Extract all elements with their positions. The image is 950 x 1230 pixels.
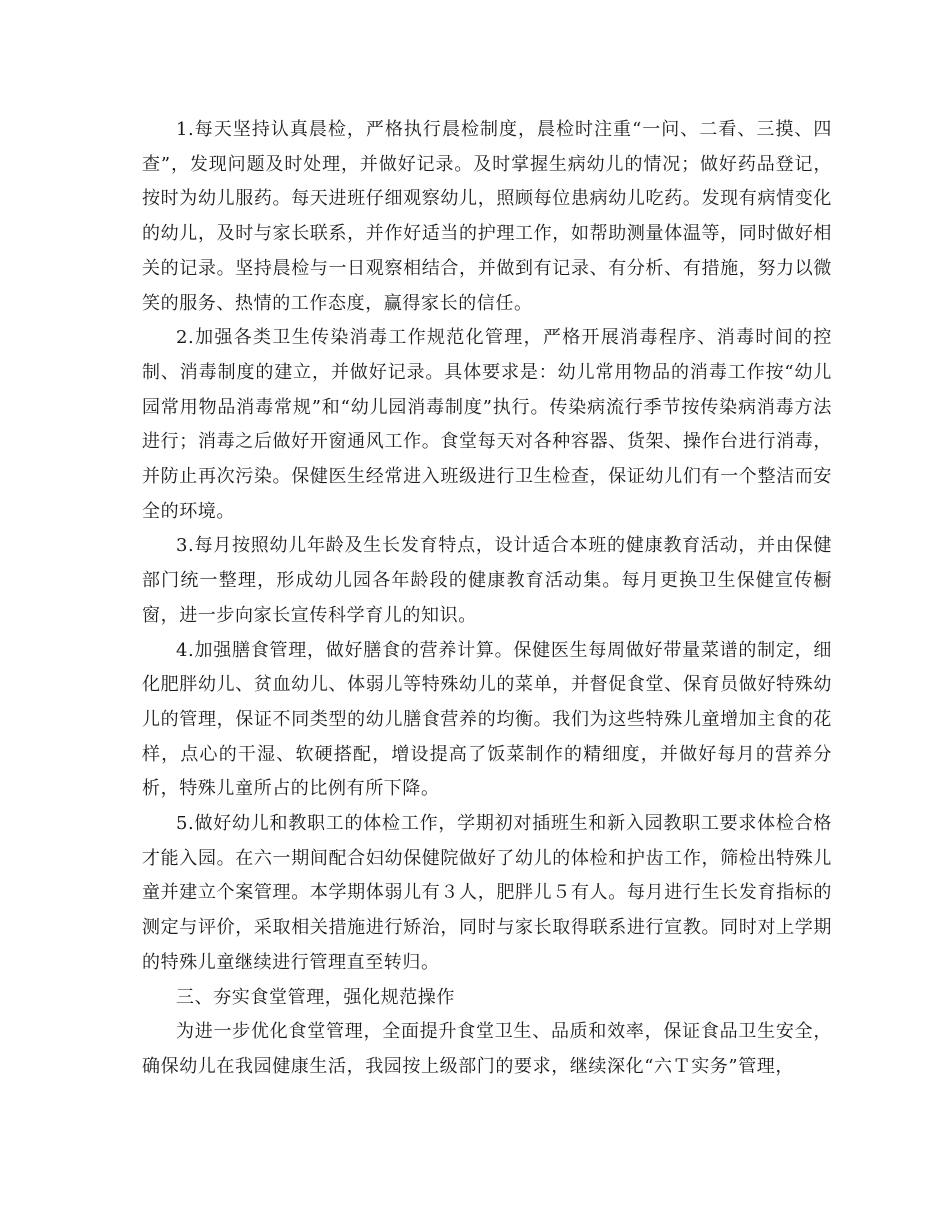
section-heading-canteen: 三、夯实食堂管理，强化规范操作 (176, 986, 455, 1008)
paragraph-health-education: 3.每月按照幼儿年龄及生长发育特点，设计适合本班的健康教育活动，并由保健部门统一整理，形成幼儿园各年龄段的健康教育活动集。每月更换卫生保健宣传橱窗，进一步向家长宣传科学育儿的知识。 (142, 535, 832, 626)
paragraph-physical-exam: 5.做好幼儿和教职工的体检工作，学期初对插班生和新入园教职工要求体检合格才能入园。在六一期间配合妇幼保健院做好了幼儿的体检和护齿工作，筛检出特殊儿童并建立个案管理。本学期体弱儿有３人，肥胖儿５有人。每月进行生长发育指标的测定与评价，采取相关措施进行矫治，同时与家长取得联系进行宣教。同时对上学期的特殊儿童继续进行管理直至转归。 (142, 813, 832, 973)
paragraph-morning-check: 1.每天坚持认真晨检，严格执行晨检制度，晨检时注重“一问、二看、三摸、四查”，发现问题及时处理，并做好记录。及时掌握生病幼儿的情况；做好药品登记，按时为幼儿服药。每天进班仔细观察幼儿，照顾每位患病幼儿吃药。发现有病情变化的幼儿，及时与家长联系，并作好适当的护理工作，如帮助测量体温等，同时做好相关的记录。坚持晨检与一日观察相结合，并做到有记录、有分析、有措施，努力以微笑的服务、热情的工作态度，赢得家长的信任。 (142, 119, 832, 314)
paragraph-disinfection: 2.加强各类卫生传染消毒工作规范化管理，严格开展消毒程序、消毒时间的控制、消毒制度的建立，并做好记录。具体要求是：幼儿常用物品的消毒工作按“幼儿园常用物品消毒常规”和“幼儿园消毒制度”执行。传染病流行季节按传染病消毒方法进行；消毒之后做好开窗通风工作。食堂每天对各种容器、货架、操作台进行消毒，并防止再次污染。保健医生经常进入班级进行卫生检查，保证幼儿们有一个整洁而安全的环境。 (142, 327, 832, 522)
document-body (142, 113, 832, 1085)
paragraph-diet-management: 4.加强膳食管理，做好膳食的营养计算。保健医生每周做好带量菜谱的制定，细化肥胖幼儿、贫血幼儿、体弱儿等特殊幼儿的菜单，并督促食堂、保育员做好特殊幼儿的管理，保证不同类型的幼儿膳食营养的均衡。我们为这些特殊儿童增加主食的花样，点心的干湿、软硬搭配，增设提高了饭菜制作的精细度，并做好每月的营养分析，特殊儿童所占的比例有所下降。 (142, 639, 832, 800)
paragraph-canteen-management: 为进一步优化食堂管理，全面提升食堂卫生、品质和效率，保证食品卫生安全，确保幼儿在我园健康生活，我园按上级部门的要求，继续深化“六Ｔ实务”管理， (142, 1021, 832, 1077)
